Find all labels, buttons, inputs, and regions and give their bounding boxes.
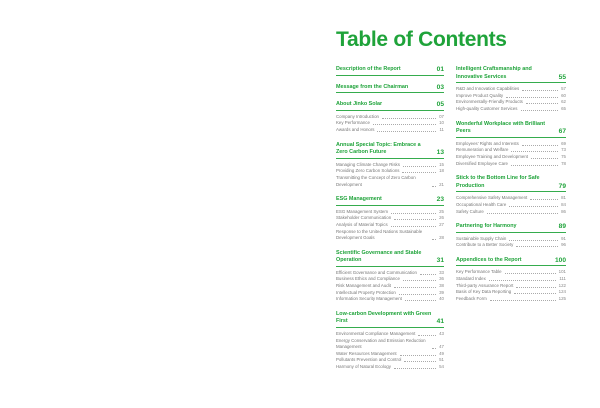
toc-entry[interactable]: [336, 331, 444, 338]
entry-label: Awards and Honors: [336, 126, 375, 132]
toc-entry[interactable]: [456, 289, 566, 296]
dot-leader: [394, 368, 436, 369]
entry-label: Transmitting the Concept of Zero Carbon Development: [336, 174, 416, 187]
entry-page-number: 27: [439, 221, 444, 227]
toc-entry[interactable]: [336, 175, 444, 188]
entry-label: Company Introduction: [336, 113, 379, 119]
entry-label: Environmental Compliance Management: [336, 331, 416, 337]
toc-section: [456, 223, 566, 249]
entry-label: ESG Management System: [336, 208, 388, 214]
toc-entry[interactable]: [336, 351, 444, 358]
toc-entry[interactable]: [456, 296, 566, 303]
toc-entry[interactable]: [456, 269, 566, 276]
entry-page-number: 28: [439, 235, 444, 241]
toc-entry[interactable]: [336, 229, 444, 242]
dot-leader: [511, 151, 558, 152]
dot-leader: [403, 166, 436, 167]
toc-entry[interactable]: [336, 215, 444, 222]
section-page-number: 67: [558, 128, 566, 136]
section-heading[interactable]: [456, 257, 566, 265]
toc-section: [336, 101, 444, 133]
entry-label: Employee Training and Development: [456, 153, 528, 159]
toc-entry[interactable]: [336, 283, 444, 290]
entry-page-number: 38: [439, 283, 444, 289]
toc-entry[interactable]: [456, 86, 566, 93]
entry-label: Third-party Assurance Report: [456, 282, 514, 288]
section-divider: [456, 82, 566, 83]
section-heading[interactable]: [456, 66, 566, 81]
entry-page-number: 75: [561, 153, 566, 159]
section-divider: [336, 110, 444, 111]
dot-leader: [382, 118, 436, 119]
section-page-number: 01: [436, 66, 444, 73]
entry-page-number: 11: [439, 126, 444, 132]
entry-label: Key Performance: [336, 120, 370, 126]
dot-leader: [403, 280, 436, 281]
section-divider: [336, 205, 444, 206]
entry-page-number: 39: [439, 289, 444, 295]
section-page-number: 23: [436, 196, 444, 204]
section-divider: [456, 191, 566, 192]
section-title: Message from the Chairman: [336, 83, 409, 90]
section-heading[interactable]: [456, 175, 566, 190]
entry-label: Employees' Rights and Interests: [456, 140, 519, 146]
toc-entry[interactable]: [456, 161, 566, 168]
entry-label: Pollutants Prevention and Control: [336, 357, 402, 363]
toc-entry[interactable]: [456, 283, 566, 290]
section-divider: [456, 232, 566, 233]
entry-label: Intellectual Property Protection: [336, 289, 396, 295]
dot-leader: [391, 213, 436, 214]
entry-label: Environmentally-Friendly Products: [456, 99, 523, 105]
toc-entry[interactable]: [456, 195, 566, 202]
section-divider: [336, 327, 444, 328]
entry-page-number: 10: [439, 120, 444, 126]
section-page-number: 89: [558, 223, 566, 231]
dot-leader: [432, 348, 436, 349]
dot-leader: [522, 145, 558, 146]
entry-label: R&D and Innovation Capabilities: [456, 86, 520, 92]
section-title: Intelligent Craftsmanship and Innovative Services: [456, 66, 532, 80]
toc-section: [336, 250, 444, 303]
dot-leader: [420, 274, 436, 275]
toc-entry[interactable]: [336, 127, 444, 134]
dot-leader: [516, 287, 555, 288]
entry-page-number: 07: [439, 113, 444, 119]
dot-leader: [432, 239, 436, 240]
section-title: Partnering for Harmony: [456, 223, 517, 230]
entry-page-number: 18: [439, 168, 444, 174]
entry-page-number: 84: [561, 201, 566, 207]
entry-page-number: 86: [561, 208, 566, 214]
section-divider: [336, 158, 444, 159]
entry-label: Harmony of Natural Ecology: [336, 364, 391, 369]
section-title: Stick to the Bottom Line for Safe Production: [456, 175, 540, 189]
entry-page-number: 81: [561, 195, 566, 201]
toc-right-column: [456, 66, 566, 310]
toc-entry[interactable]: [336, 222, 444, 229]
section-title: Appendices to the Report: [456, 256, 522, 263]
dot-leader: [418, 335, 436, 336]
toc-entry[interactable]: [336, 209, 444, 216]
entry-page-number: 15: [439, 161, 444, 167]
dot-leader: [402, 172, 436, 173]
section-title: Scientific Governance and Stable Operation: [336, 249, 422, 264]
section-page-number: 03: [436, 83, 444, 91]
toc-entry[interactable]: [336, 364, 444, 371]
entry-page-number: 78: [561, 160, 566, 166]
toc-entry[interactable]: [336, 270, 444, 277]
entry-page-number: 33: [439, 269, 444, 275]
section-heading[interactable]: [456, 121, 566, 136]
toc-entry[interactable]: [336, 168, 444, 175]
entry-page-number: 62: [561, 99, 566, 105]
section-title: About Jinko Solar: [336, 101, 383, 108]
toc-section: [336, 142, 444, 189]
entry-page-number: 26: [439, 215, 444, 221]
entry-page-number: 40: [439, 296, 444, 302]
entry-page-number: 124: [558, 289, 566, 295]
entry-page-number: 69: [561, 140, 566, 146]
dot-leader: [487, 213, 558, 214]
dot-leader: [516, 246, 558, 247]
entry-page-number: 101: [558, 269, 566, 275]
dot-leader: [400, 355, 437, 356]
toc-left-column: [336, 66, 444, 379]
toc-entry[interactable]: [336, 276, 444, 283]
entry-page-number: 91: [561, 235, 566, 241]
dot-leader: [530, 199, 558, 200]
toc-entry[interactable]: [336, 290, 444, 297]
entry-page-number: 96: [561, 242, 566, 248]
entry-label: Response to the United Nations Sustainable Development Goals: [336, 228, 423, 241]
entry-page-number: 54: [439, 364, 444, 369]
section-title: Wonderful Workplace with Brilliant Peers: [456, 120, 546, 135]
dot-leader: [511, 165, 558, 166]
dot-leader: [531, 158, 558, 159]
section-page-number: 100: [554, 256, 566, 264]
entry-page-number: 49: [439, 350, 444, 356]
section-page-number: 41: [436, 318, 444, 326]
section-heading[interactable]: [456, 223, 566, 231]
entry-page-number: 60: [561, 92, 566, 98]
section-title: Low-carbon Development with Green First: [336, 310, 432, 325]
section-page-number: 13: [436, 149, 444, 157]
toc-section: [336, 311, 444, 371]
section-heading[interactable]: [336, 311, 444, 326]
entry-page-number: 111: [559, 276, 566, 282]
dot-leader: [509, 240, 558, 241]
toc-entry[interactable]: [336, 338, 444, 351]
toc-entry[interactable]: [456, 276, 566, 283]
dot-leader: [394, 219, 436, 220]
entry-label: Remuneration and Welfare: [456, 147, 509, 153]
entry-label: Basis of Key Data Reporting: [456, 289, 512, 295]
entry-label: Managing Climate Change Risks: [336, 161, 400, 167]
entry-page-number: 122: [558, 282, 566, 288]
dot-leader: [514, 293, 556, 294]
dot-leader: [489, 280, 557, 281]
toc-entry[interactable]: [456, 236, 566, 243]
toc-entry[interactable]: [456, 99, 566, 106]
section-divider: [456, 137, 566, 138]
dot-leader: [377, 131, 436, 132]
section-heading[interactable]: [336, 196, 444, 204]
toc-entry[interactable]: [456, 141, 566, 148]
dot-leader: [373, 124, 436, 125]
toc-entry[interactable]: [336, 357, 444, 364]
toc-section: [336, 66, 444, 76]
entry-label: High-quality Customer Services: [456, 105, 518, 111]
entry-page-number: 51: [439, 357, 444, 363]
entry-page-number: 21: [439, 181, 444, 187]
dot-leader: [521, 110, 559, 111]
toc-entry[interactable]: [456, 202, 566, 209]
entry-page-number: 65: [561, 105, 566, 111]
toc-entry[interactable]: [336, 162, 444, 169]
section-title: Description of the Report: [336, 66, 401, 72]
dot-leader: [506, 97, 558, 98]
entry-label: Energy Conservation and Emission Reduction Management: [336, 337, 426, 350]
toc-entry[interactable]: [456, 93, 566, 100]
toc-entry[interactable]: [336, 114, 444, 121]
section-divider: [336, 266, 444, 267]
entry-label: Safety Culture: [456, 208, 484, 214]
toc-entry[interactable]: [456, 242, 566, 249]
section-heading[interactable]: [336, 142, 444, 157]
section-page-number: 55: [558, 73, 566, 81]
toc-entry[interactable]: [456, 154, 566, 161]
entry-label: Occupational Health Care: [456, 201, 507, 207]
entry-label: Efficient Governance and Communication: [336, 269, 417, 275]
entry-label: Water Resources Management: [336, 350, 397, 356]
dot-leader: [522, 90, 558, 91]
toc-entry[interactable]: [336, 296, 444, 303]
entry-label: Diversified Employee Care: [456, 160, 508, 166]
section-heading[interactable]: [336, 84, 444, 92]
entry-page-number: 25: [439, 208, 444, 214]
section-divider: [456, 265, 566, 266]
dot-leader: [404, 361, 436, 362]
entry-label: Key Performance Table: [456, 269, 502, 275]
entry-label: Feedback Form: [456, 295, 487, 301]
entry-page-number: 36: [439, 276, 444, 282]
section-heading[interactable]: [336, 101, 444, 109]
dot-leader: [391, 226, 436, 227]
toc-section: [456, 257, 566, 303]
section-title: Annual Special Topic: Embrace a Zero Carbon Future: [336, 141, 421, 156]
entry-label: Improve Product Quality: [456, 92, 504, 98]
toc-entry[interactable]: [456, 209, 566, 216]
toc-entry[interactable]: [336, 120, 444, 127]
entry-page-number: 73: [561, 147, 566, 153]
dot-leader: [405, 300, 436, 301]
entry-label: Stakeholder Communication: [336, 215, 392, 221]
entry-label: Providing Zero Carbon Solutions: [336, 168, 400, 174]
entry-label: Business Ethics and Compliance: [336, 276, 400, 282]
section-heading[interactable]: [336, 66, 444, 74]
dot-leader: [526, 103, 558, 104]
section-page-number: 31: [436, 257, 444, 265]
entry-label: Analysis of Material Topics: [336, 221, 388, 227]
dot-leader: [399, 294, 436, 295]
entry-label: Standard Index: [456, 276, 486, 282]
entry-label: Risk Management and Audit: [336, 283, 391, 289]
dot-leader: [394, 287, 436, 288]
section-heading[interactable]: [336, 250, 444, 265]
section-page-number: 05: [436, 101, 444, 109]
toc-section: [456, 175, 566, 215]
section-page-number: 79: [558, 182, 566, 190]
entry-label: Comprehensive Safety Management: [456, 195, 528, 201]
entry-page-number: 47: [439, 344, 444, 350]
page-title: Table of Contents: [336, 28, 507, 51]
toc-section: [336, 196, 444, 242]
toc-section: [456, 121, 566, 168]
entry-page-number: 43: [439, 331, 444, 337]
entry-page-number: 57: [561, 86, 566, 92]
entry-label: Sustainable Supply Chain: [456, 235, 507, 241]
section-title: ESG Management: [336, 196, 382, 203]
entry-page-number: 125: [558, 295, 566, 301]
toc-section: [456, 66, 566, 113]
entry-label: Information Security Management: [336, 296, 402, 302]
dot-leader: [490, 300, 556, 301]
toc-entry[interactable]: [456, 106, 566, 113]
section-divider: [336, 92, 444, 93]
dot-leader: [432, 186, 436, 187]
dot-leader: [505, 273, 556, 274]
toc-entry[interactable]: [456, 147, 566, 154]
section-divider: [336, 75, 444, 76]
entry-label: Contribute to a Better Society: [456, 242, 514, 248]
dot-leader: [509, 206, 558, 207]
toc-section: [336, 84, 444, 94]
